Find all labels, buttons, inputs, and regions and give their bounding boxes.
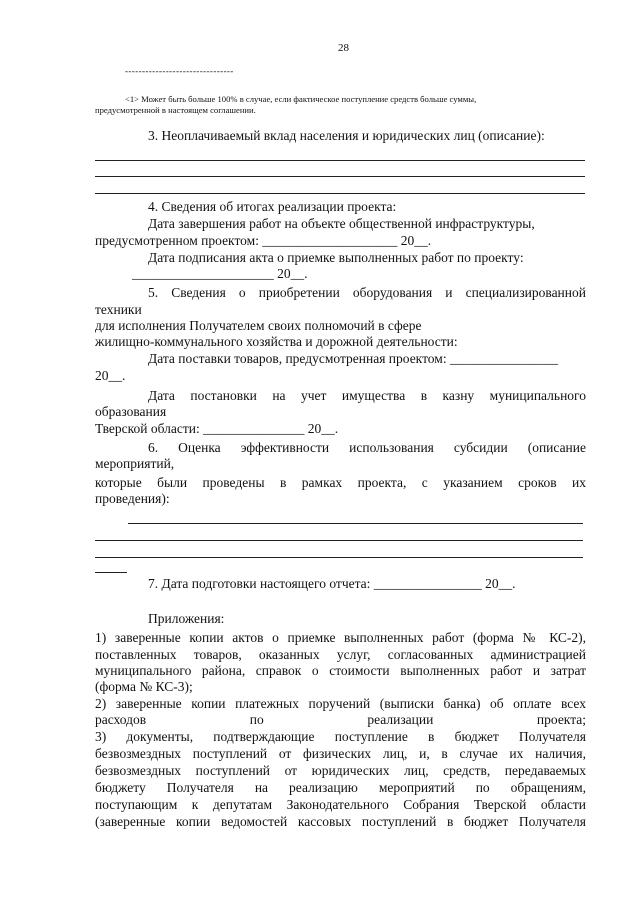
footnote-separator: -------------------------------- <box>125 66 234 76</box>
section-5-line-9: Тверской области: _______________ 20__. <box>95 421 339 436</box>
blank-line <box>95 193 585 194</box>
attachment-line: безвозмездных поступлений от юридических лиц, средств, передаваемых <box>95 763 586 778</box>
attachment-line: расходов по реализации проекта; <box>95 712 586 727</box>
attachments-title: Приложения: <box>148 611 225 626</box>
attachment-line: (заверенные копии ведомостей кассовых поступлений в бюджет Получателя <box>95 814 586 829</box>
section-5-line-8: образования <box>95 404 167 419</box>
blank-line <box>95 557 583 558</box>
footnote-line-2: предусмотренной в настоящем соглашении. <box>95 105 256 115</box>
attachment-line: поступающим к депутатам Законодательного Собрания Тверской области <box>95 797 586 812</box>
section-4-line-4: _____________________ 20__. <box>132 266 308 281</box>
section-4-line-2: предусмотренном проектом: ____________________ 20__. <box>95 233 432 248</box>
attachment-line: 3) документы, подтверждающие поступление в бюджет Получателя <box>95 729 586 744</box>
page-number: 28 <box>338 42 349 54</box>
blank-line <box>95 176 585 177</box>
section-5-line-7: Дата постановки на учет имущества в казну муниципального <box>148 388 586 403</box>
attachment-line: поставленных товаров, оказанных услуг, согласованных администрацией <box>95 647 586 662</box>
section-4-title: 4. Сведения об итогах реализации проекта: <box>148 199 397 214</box>
attachment-line: (форма № КС-3); <box>95 679 193 694</box>
attachment-line: безвозмездных поступлений от физических лиц, и, в случае их наличия, <box>95 746 586 761</box>
attachment-line: 1) заверенные копии актов о приемке выполненных работ (форма № КС-2), <box>95 630 586 645</box>
section-4-line-3: Дата подписания акта о приемке выполненных работ по проекту: <box>148 250 524 265</box>
attachment-line: бюджету Получателя на реализацию мероприятий по обращениям, <box>95 780 586 795</box>
section-3-title: 3. Неоплачиваемый вклад населения и юридических лиц (описание): <box>148 128 545 143</box>
section-6-line-1: 6. Оценка эффективности использования субсидии (описание <box>148 440 586 455</box>
blank-line <box>128 523 583 524</box>
section-5-line-2: техники <box>95 302 142 317</box>
section-4-line-1: Дата завершения работ на объекте общественной инфраструктуры, <box>148 216 535 231</box>
blank-line <box>95 572 127 573</box>
attachment-line: муниципального района, справок о стоимости выполненных работ и затрат <box>95 663 586 678</box>
footnote-line-1: <1> Может быть больше 100% в случае, если фактическое поступление средств больше суммы, <box>125 94 477 104</box>
blank-line <box>95 160 585 161</box>
section-7-title: 7. Дата подготовки настоящего отчета: ________________ 20__. <box>148 576 516 591</box>
section-6-line-4: проведения): <box>95 491 170 506</box>
section-5-line-5: Дата поставки товаров, предусмотренная проектом: ________________ <box>148 351 558 366</box>
section-5-line-3: для исполнения Получателем своих полномочий в сфере <box>95 318 422 333</box>
attachment-line: 2) заверенные копии платежных поручений (выписки банка) об оплате всех <box>95 696 586 711</box>
section-5-line-1: 5. Сведения о приобретении оборудования и специализированной <box>148 285 586 300</box>
section-6-line-3: которые были проведены в рамках проекта, с указанием сроков их <box>95 475 586 490</box>
section-6-line-2: мероприятий, <box>95 456 175 471</box>
section-5-line-4: жилищно-коммунального хозяйства и дорожной деятельности: <box>95 334 458 349</box>
blank-line <box>95 540 583 541</box>
section-5-line-6: 20__. <box>95 368 126 383</box>
